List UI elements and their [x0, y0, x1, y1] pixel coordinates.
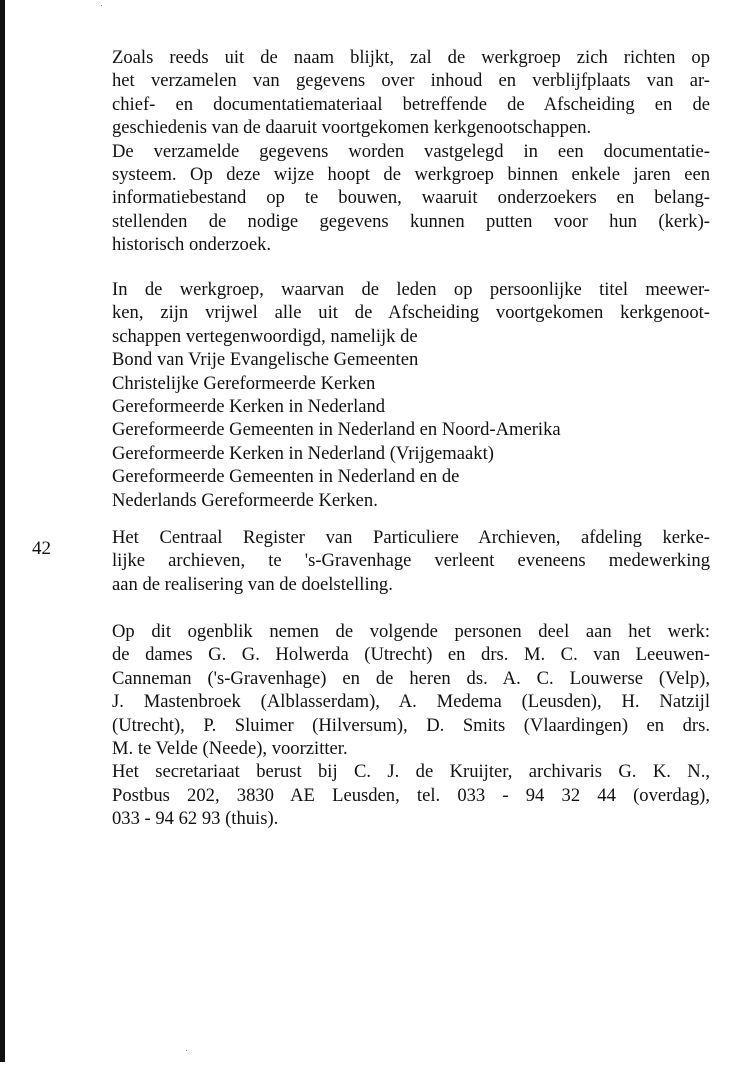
text-line: M. te Velde (Neede), voorzitter. — [112, 738, 348, 760]
text-line: (Utrecht), P. Sluimer (Hilversum), D. Smits (Vlaardingen) en drs. — [112, 714, 710, 736]
church-list-item: Gereformeerde Kerken in Nederland (Vrijgemaakt) — [112, 442, 494, 464]
text-line: De verzamelde gegevens worden vastgelegd in een documentatie- — [112, 140, 710, 162]
church-list-item: Christelijke Gereformeerde Kerken — [112, 372, 376, 394]
text-line: geschiedenis van de daaruit voortgekomen kerkgenootschappen. — [112, 117, 592, 139]
text-line: de dames G. G. Holwerda (Utrecht) en drs. M. C. van Leeuwen- — [112, 644, 710, 666]
text-line: Postbus 202, 3830 AE Leusden, tel. 033 - 94 32 44 (overdag), — [112, 784, 710, 806]
text-line: stellenden de nodige gegevens kunnen putten voor hun (kerk)- — [112, 210, 710, 232]
text-line: Zoals reeds uit de naam blijkt, zal de werkgroep zich richten op — [112, 47, 710, 68]
text-line: chief- en documentatiemateriaal betreffende de Afscheiding en de — [112, 93, 710, 115]
paragraph-register — [112, 526, 710, 596]
paragraph-purpose — [112, 46, 710, 257]
church-list-item: Gereformeerde Gemeenten in Nederland en de — [112, 466, 460, 488]
church-list-item: Gereformeerde Kerken in Nederland — [112, 396, 386, 418]
scan-speck — [101, 5, 102, 6]
text-line: aan de realisering van de doelstelling. — [112, 573, 393, 595]
text-line: lijke archieven, te 's-Gravenhage verleent eveneens medewerking — [112, 550, 710, 572]
text-line: Het secretariaat berust bij C. J. de Kruijter, archivaris G. K. N., — [112, 761, 710, 783]
text-line: historisch onderzoek. — [112, 234, 272, 256]
text-line: 033 - 94 62 93 (thuis). — [112, 808, 279, 830]
scan-speck — [186, 1050, 187, 1051]
text-line: systeem. Op deze wijze hoopt de werkgroep binnen enkele jaren een — [112, 164, 710, 186]
text-line: schappen vertegenwoordigd, namelijk de — [112, 325, 418, 347]
page-number: 42 — [32, 538, 51, 559]
text-line: Het Centraal Register van Particuliere Archieven, afdeling kerke- — [112, 527, 710, 548]
church-list-item: Gereformeerde Gemeenten in Nederland en Noord-Amerika — [112, 419, 561, 441]
church-list-item: Bond van Vrije Evangelische Gemeenten — [112, 349, 419, 371]
text-line: J. Mastenbroek (Alblasserdam), A. Medema (Leusden), H. Natzijl — [112, 691, 710, 713]
paragraph-participants — [112, 620, 710, 831]
text-line: Op dit ogenblik nemen de volgende personen deel aan het werk: — [112, 621, 710, 642]
text-line: het verzamelen van gegevens over inhoud en verblijfplaats van ar- — [112, 70, 710, 92]
text-line: In de werkgroep, waarvan de leden op persoonlijke titel meewer- — [112, 279, 710, 300]
text-line: ken, zijn vrijwel alle uit de Afscheiding voortgekomen kerkgenoot- — [112, 302, 710, 324]
paragraph-members — [112, 278, 710, 512]
text-line: informatiebestand op te bouwen, waaruit onderzoekers en belang- — [112, 187, 710, 209]
text-line: Canneman ('s-Gravenhage) en de heren ds. A. C. Louwerse (Velp), — [112, 667, 710, 689]
left-margin-rule — [0, 0, 5, 1062]
church-list-item: Nederlands Gereformeerde Kerken. — [112, 489, 378, 511]
